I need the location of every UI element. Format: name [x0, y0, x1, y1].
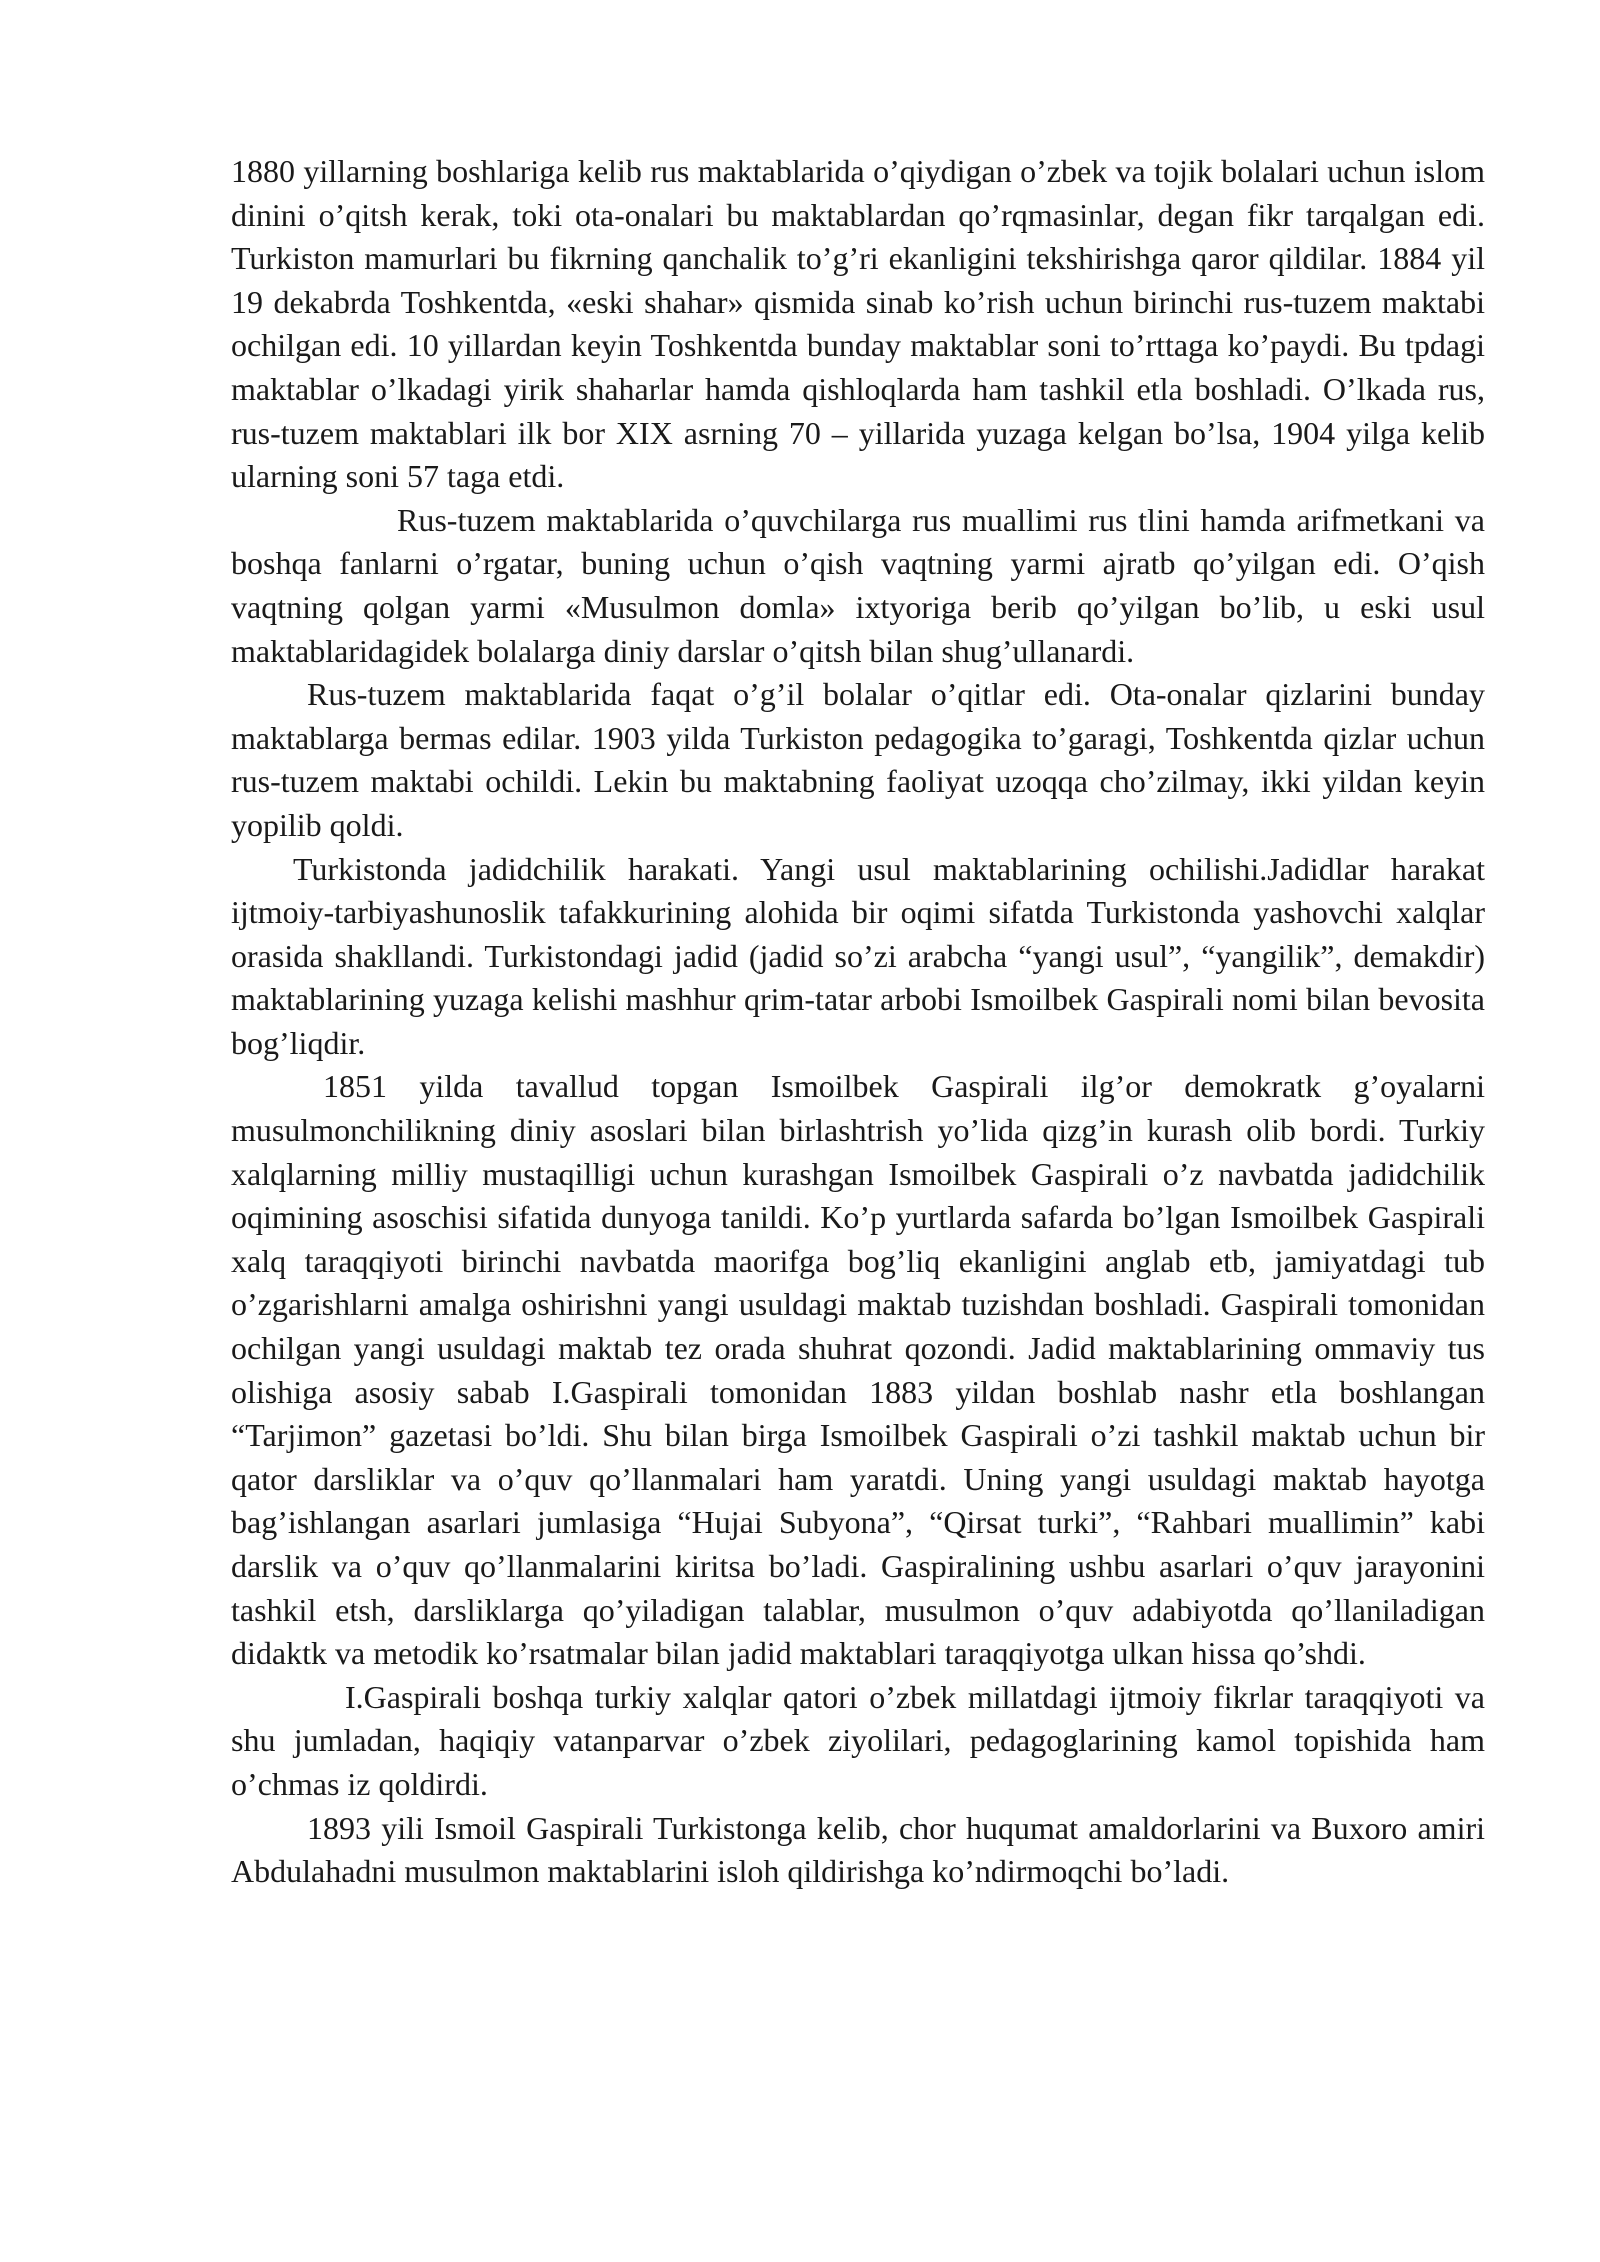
- paragraph-gaspirali-biography: 1851 yilda tavallud topgan Ismoilbek Gaspirali ilg’or demokratk g’oyalarni musulmonchilikning diniy asoslari bilan birlashtrish yo’lida qizg’in kurash olib bordi. Turkiy xalqlarning milliy mustaqilligi uchun kurashgan Ismoilbek Gaspirali o’z navbatda jadidchilik oqimining asoschisi sifatida dunyoga tanildi. Ko’p yurtlarda safarda bo’lgan Ismoilbek Gaspirali xalq taraqqiyoti birinchi navbatda maorifga bog’liq ekanligini anglab etb, jamiyatdagi tub o’zgarishlarni amalga oshirishni yangi usuldagi maktab tuzishdan boshladi. Gaspirali tomonidan ochilgan yangi usuldagi maktab tez orada shuhrat qozondi. Jadid maktablarining ommaviy tus olishiga asosiy sabab I.Gaspirali tomonidan 1883 yildan boshlab nashr etla boshlangan “Tarjimon” gazetasi bo’ldi. Shu bilan birga Ismoilbek Gaspirali o’zi tashkil maktab uchun bir qator darsliklar va o’quv qo’llanmalari ham yaratdi. Uning yangi usuldagi maktab hayotga bag’ishlangan asarlari jumlasiga “Hujai Subyona”, “Qirsat turki”, “Rahbari muallimin” kabi darslik va o’quv qo’llanmalarini kiritsa bo’ladi. Gaspiralining ushbu asarlari o’quv jarayonini tashkil etsh, darsliklarga qo’yiladigan talablar, musulmon o’quv adabiyotda qo’llaniladigan didaktk va metodik ko’rsatmalar bilan jadid maktablari taraqqiyotga ulkan hissa qo’shdi.: [231, 1068, 1485, 1672]
- paragraph-gaspirali-influence: I.Gaspirali boshqa turkiy xalqlar qatori o’zbek millatdagi ijtmoiy fikrlar taraqqiyoti va shu jumladan, haqiqiy vatanparvar o’zbek ziyolilari, pedagoglarining kamol topishida ham o’chmas iz qoldirdi.: [231, 1678, 1485, 1802]
- paragraph-curriculum: Rus-tuzem maktablarida o’quvchilarga rus muallimi rus tlini hamda arifmetkani va boshqa fanlarni o’rgatar, buning uchun o’qish vaqtning yarmi ajratb qo’yilgan edi. O’qish vaqtning qolgan yarmi «Musulmon domla» ixtyoriga berib qo’yilgan bo’lib, u eski usul maktablaridagidek bolalarga diniy darslar o’qitsh bilan shug’ullanardi.: [231, 501, 1485, 669]
- paragraph-russian-native-schools: 1880 yillarning boshlariga kelib rus maktablarida o’qiydigan o’zbek va tojik bolalari uchun islom dinini o’qitsh kerak, toki ota-onalari bu maktablardan qo’rqmasinlar, degan fikr tarqalgan edi. Turkiston mamurlari bu fikrning qanchalik to’g’ri ekanligini tekshirishga qaror qildilar. 1884 yil 19 dekabrda Toshkentda, «eski shahar» qismida sinab ko’rish uchun birinchi rus-tuzem maktabi ochilgan edi. 10 yillardan keyin Toshkentda bunday maktablar soni to’rttaga ko’paydi. Bu tpdagi maktablar o’lkadagi yirik shaharlar hamda qishloqlarda ham tashkil etla boshladi. O’lkada rus, rus-tuzem maktablari ilk bor XIX asrning 70 – yillarida yuzaga kelgan bo’lsa, 1904 yilga kelib ularning soni 57 taga etdi.: [231, 153, 1485, 495]
- document-page: [231, 150, 1485, 1894]
- paragraph-jadid-movement: Turkistonda jadidchilik harakati. Yangi usul maktablarining ochilishi.Jadidlar harakat ijtmoiy-tarbiyashunoslik tafakkurining alohida bir oqimi sifatda Turkistonda yashovchi xalqlar orasida shakllandi. Turkistondagi jadid (jadid so’zi arabcha “yangi usul”, “yangilik”, demakdir) maktablarining yuzaga kelishi mashhur qrim-tatar arbobi Ismoilbek Gaspirali nomi bilan bevosita bog’liqdir.: [231, 850, 1485, 1061]
- paragraph-boys-only: Rus-tuzem maktablarida faqat o’g’il bolalar o’qitlar edi. Ota-onalar qizlarini bunday maktablarga bermas edilar. 1903 yilda Turkiston pedagogika to’garagi, Toshkentda qizlar uchun rus-tuzem maktabi ochildi. Lekin bu maktabning faoliyat uzoqqa cho’zilmay, ikki yildan keyin yopilib qoldi.: [231, 676, 1485, 843]
- paragraph-turkistan-visit: 1893 yili Ismoil Gaspirali Turkistonga kelib, chor huqumat amaldorlarini va Buxoro amiri Abdulahadni musulmon maktablarini isloh qildirishga ko’ndirmoqchi bo’ladi.: [231, 1809, 1485, 1890]
